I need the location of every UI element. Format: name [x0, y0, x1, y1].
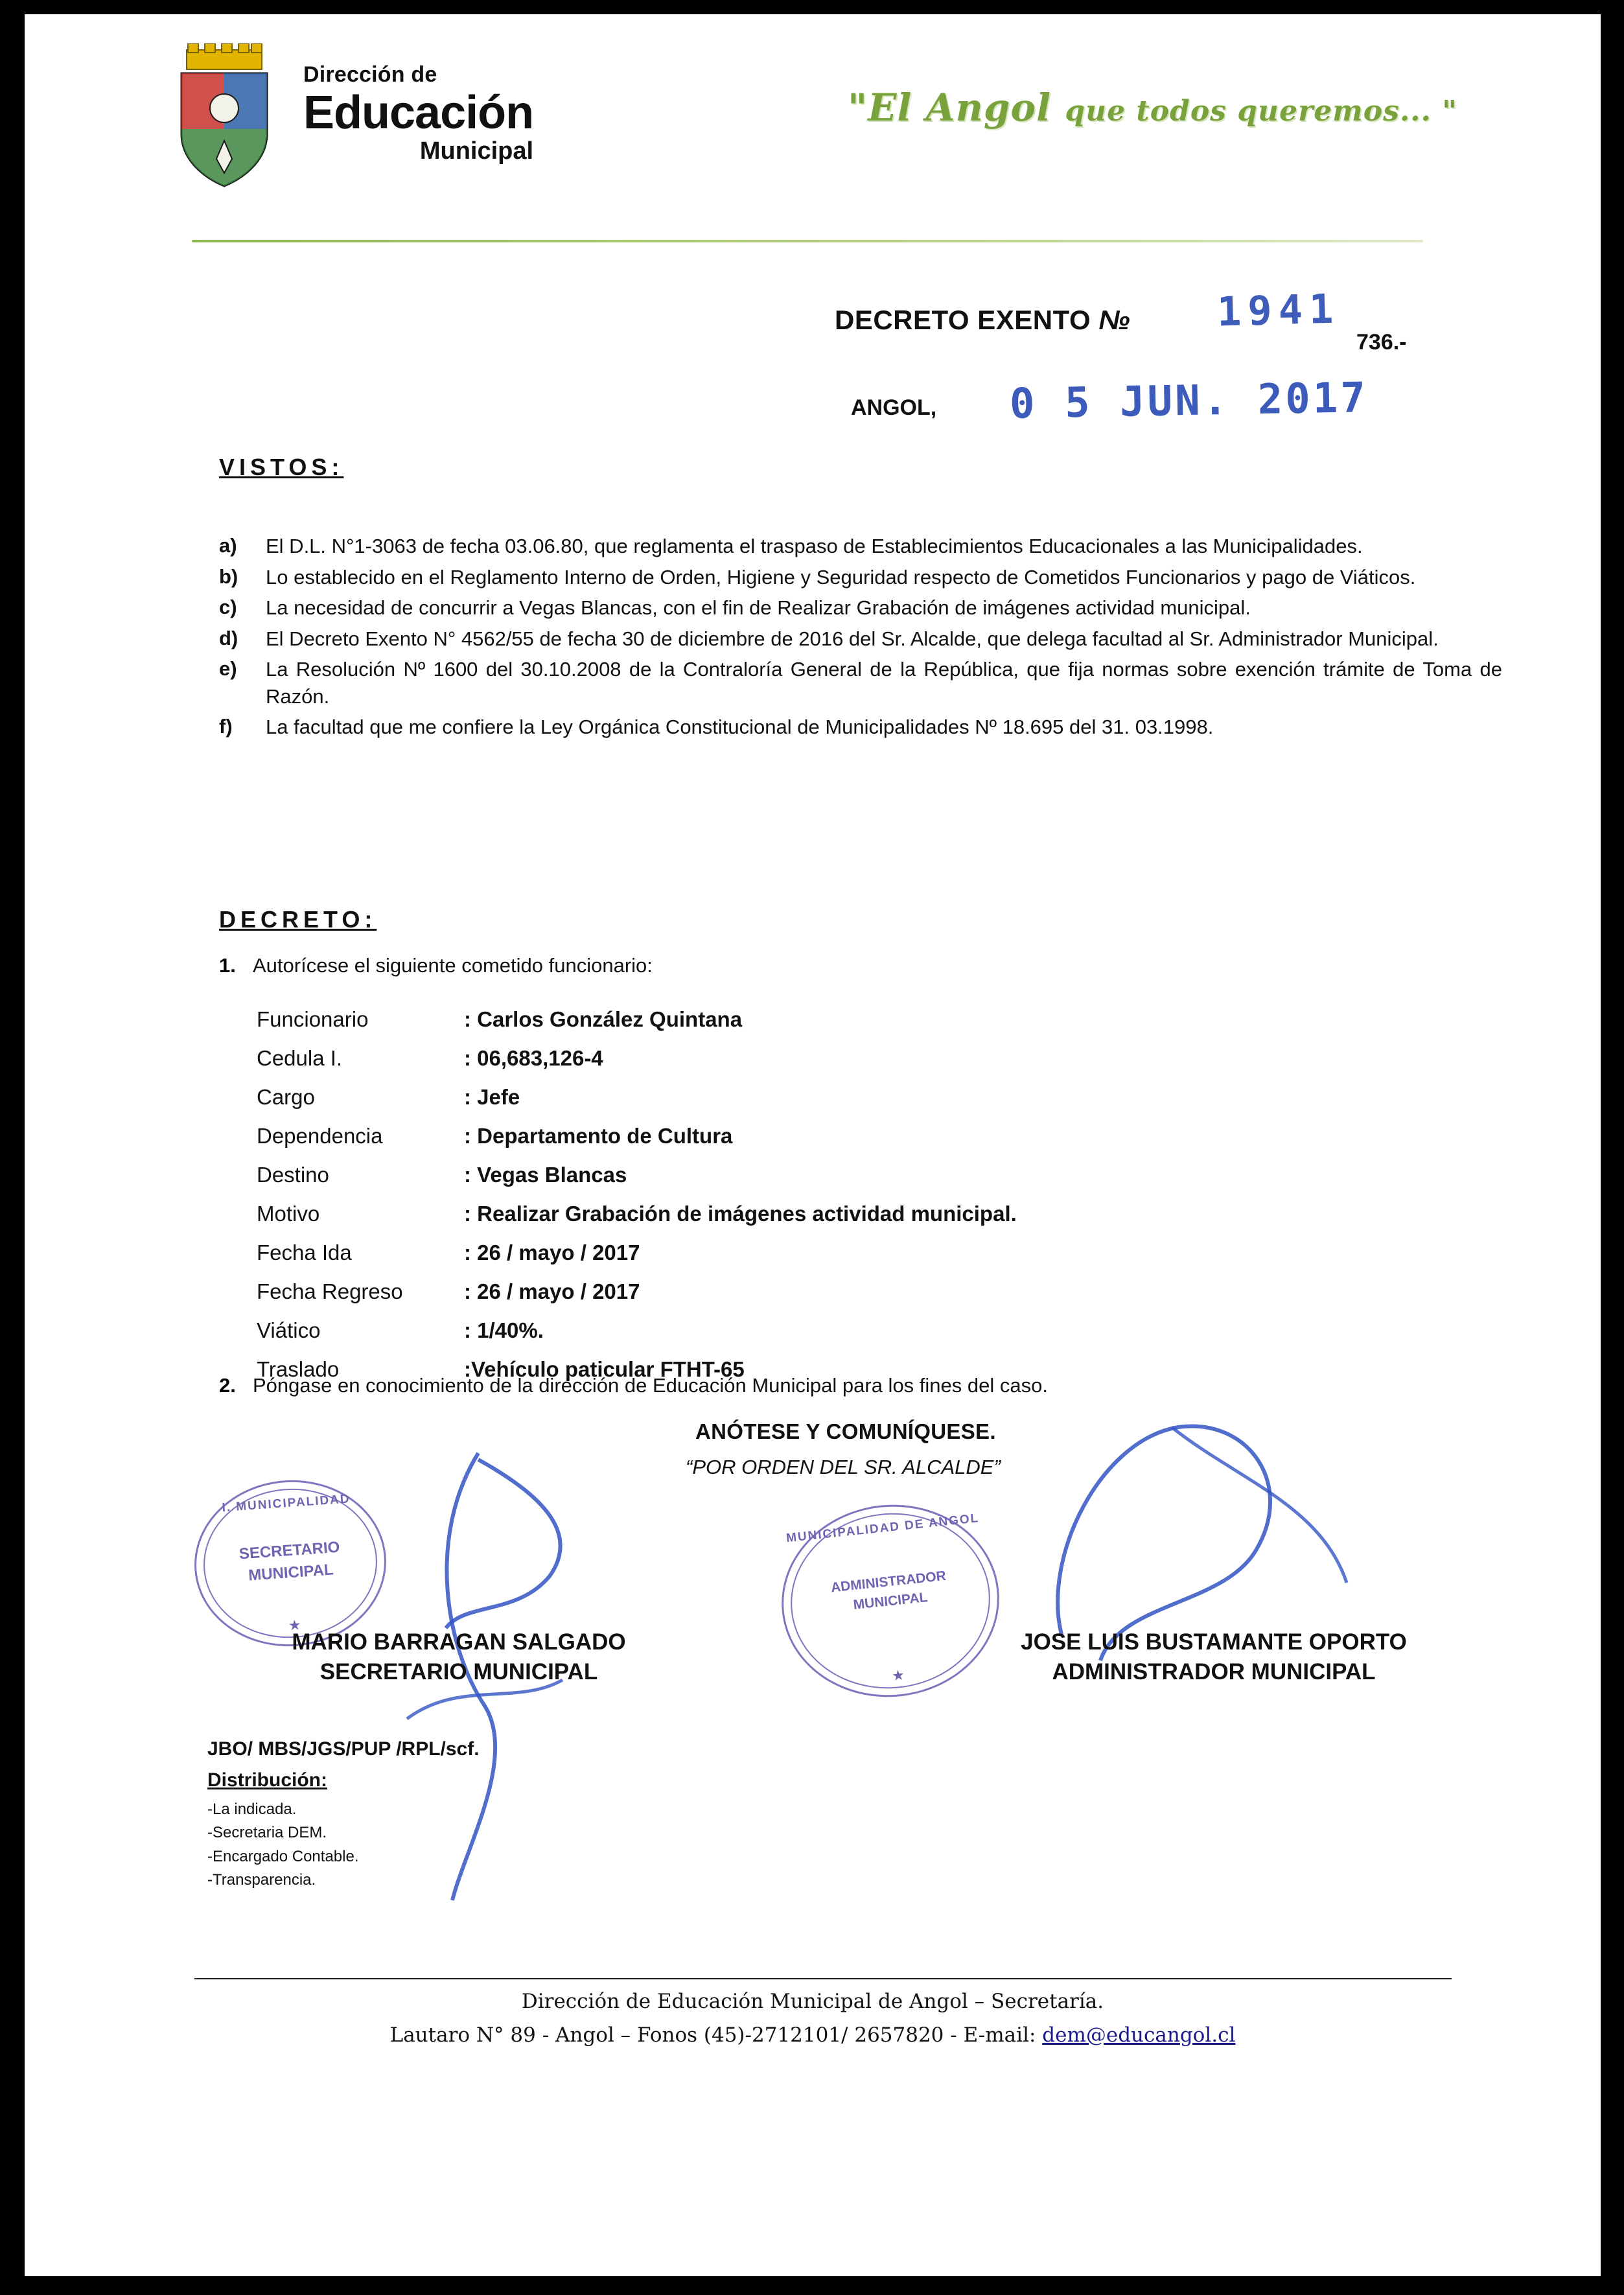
field-value: : Realizar Grabación de imágenes actividad municipal.	[464, 1202, 1017, 1226]
field-row	[257, 1007, 1358, 1046]
vistos-title-text: VISTOS:	[219, 454, 344, 480]
distribution-list	[207, 1798, 358, 1893]
vistos-item	[219, 594, 1502, 622]
vistos-item-marker: e)	[219, 657, 237, 681]
decreto-item-1-text: Autorícese el siguiente cometido funcionario:	[253, 954, 653, 977]
signature-name: MARIO BARRAGAN SALGADO	[292, 1629, 626, 1655]
field-value: :Vehículo paticular FTHT-65	[464, 1357, 745, 1381]
coat-of-arms-icon	[172, 43, 276, 192]
slogan	[848, 86, 1496, 130]
field-value: : 26 / mayo / 2017	[464, 1241, 640, 1264]
distribution-item: -La indicada.	[207, 1800, 297, 1818]
seal-mid-text-1: ADMINISTRADOR	[829, 1568, 947, 1596]
slogan-rest: que todos queremos... "	[1065, 95, 1458, 128]
distribution-item: -Secretaria DEM.	[207, 1824, 327, 1842]
field-row	[257, 1046, 1358, 1085]
field-value: : Vegas Blancas	[464, 1163, 627, 1187]
vistos-item	[219, 714, 1502, 741]
vistos-list	[219, 533, 1502, 745]
signature-block-administrador	[958, 1629, 1470, 1685]
field-label: Viático	[257, 1318, 321, 1342]
signature-block-secretario	[213, 1629, 705, 1685]
distribution-item: -Encargado Contable.	[207, 1847, 359, 1865]
secretario-seal	[189, 1474, 391, 1653]
decreto-item-2	[219, 1374, 1515, 1397]
field-value: : Jefe	[464, 1085, 520, 1109]
por-orden-line: “POR ORDEN DEL SR. ALCALDE”	[686, 1456, 1001, 1478]
vistos-item-marker: f)	[219, 715, 233, 738]
angol-label: ANGOL,	[851, 395, 937, 420]
date-stamp: 0 5 JUN. 2017	[1009, 374, 1369, 428]
seal-top-text: MUNICIPALIDAD DE ANGOL	[785, 1511, 980, 1546]
field-row	[257, 1124, 1358, 1163]
seal-mid-text-2: MUNICIPAL	[248, 1561, 334, 1585]
brand-line-2: Educación	[303, 87, 534, 139]
footer-address: Lautaro N° 89 - Angol – Fonos (45)-2712101/ 2657820 - E-mail:	[389, 2023, 1043, 2047]
cometido-fields	[257, 1007, 1358, 1396]
field-value: : Carlos González Quintana	[464, 1007, 743, 1031]
vistos-item-text: Lo establecido en el Reglamento Interno de Orden, Higiene y Seguridad respecto de Cometidos Funcionarios y pago de Viáticos.	[266, 565, 1416, 588]
field-row	[257, 1279, 1358, 1318]
brand-block	[303, 64, 533, 163]
field-label: Cargo	[257, 1085, 315, 1109]
vistos-item-marker: b)	[219, 565, 238, 588]
signature-role: SECRETARIO MUNICIPAL	[319, 1659, 598, 1684]
header-divider	[192, 240, 1423, 242]
field-label: Fecha Regreso	[257, 1279, 403, 1303]
decreto-label: DECRETO EXENTO	[835, 305, 1091, 335]
numero-symbol: №	[1098, 305, 1131, 335]
footer-line-1: Dirección de Educación Municipal de Angol – Secretaría.	[521, 1990, 1104, 2013]
decreto-item-2-text: Póngase en conocimiento de la dirección de Educación Municipal para los fines del caso.	[253, 1374, 1048, 1397]
field-row	[257, 1318, 1358, 1357]
field-label: Traslado	[257, 1357, 340, 1381]
initials-line: JBO/ MBS/JGS/PUP /RPL/scf.	[207, 1738, 480, 1760]
seal-mid-text-1: SECRETARIO	[238, 1538, 341, 1563]
footer-email-link[interactable]: dem@educangol.cl	[1042, 2023, 1236, 2047]
slogan-main: El Angol	[868, 86, 1052, 130]
vistos-item-marker: c)	[219, 596, 237, 619]
document-sheet	[25, 14, 1601, 2276]
vistos-item-text: El Decreto Exento N° 4562/55 de fecha 30 de diciembre de 2016 del Sr. Alcalde, que delega facultad al Sr. Administrador Municipal.	[266, 627, 1439, 650]
decreto-subnumber: 736.-	[1356, 330, 1407, 355]
vistos-title	[219, 454, 343, 481]
vistos-item-text: La necesidad de concurrir a Vegas Blancas, con el fin de Realizar Grabación de imágenes actividad municipal.	[266, 596, 1251, 620]
field-label: Motivo	[257, 1202, 320, 1226]
field-value: : 1/40%.	[464, 1318, 544, 1342]
field-value: : 06,683,126-4	[464, 1046, 603, 1070]
brand-line-3: Municipal	[419, 137, 534, 165]
vistos-item-text: La facultad que me confiere la Ley Orgánica Constitucional de Municipalidades Nº 18.695 del 31. 03.1998.	[266, 716, 1214, 739]
field-row	[257, 1163, 1358, 1202]
field-value: : Departamento de Cultura	[464, 1124, 733, 1148]
field-row	[257, 1241, 1358, 1279]
distribution-title: Distribución:	[207, 1769, 327, 1791]
vistos-item-text: La Resolución Nº 1600 del 30.10.2008 de la Contraloría General de la República, que fija normas sobre exención trámite de Toma de Razón.	[266, 658, 1502, 708]
decreto-item-2-marker: 2.	[219, 1374, 236, 1397]
seal-star-icon: ★	[287, 1616, 302, 1634]
field-value: : 26 / mayo / 2017	[464, 1279, 640, 1303]
vistos-item	[219, 656, 1502, 710]
field-label: Destino	[257, 1163, 329, 1187]
seal-mid-text-2: MUNICIPAL	[852, 1590, 929, 1613]
footer-divider	[194, 1978, 1452, 1979]
decreto-title-line	[835, 305, 1130, 336]
slogan-quote-open: "	[848, 86, 868, 130]
footer-line-2	[25, 2023, 1601, 2047]
brand-line-1: Dirección de	[303, 62, 437, 87]
field-label: Cedula I.	[257, 1046, 343, 1070]
decreto-section-title	[219, 906, 377, 933]
seal-top-text: I. MUNICIPALIDAD	[221, 1492, 351, 1515]
vistos-item-marker: d)	[219, 626, 238, 649]
signature-role: ADMINISTRADOR MUNICIPAL	[1052, 1659, 1376, 1684]
decreto-section-title-text: DECRETO:	[219, 906, 377, 933]
vistos-item	[219, 533, 1502, 560]
vistos-item-marker: a)	[219, 534, 237, 557]
decreto-number-stamp: 1941	[1216, 285, 1341, 336]
anotese-line: ANÓTESE Y COMUNÍQUESE.	[695, 1419, 996, 1443]
decreto-item-1-marker: 1.	[219, 954, 236, 977]
vistos-item-text: El D.L. N°1-3063 de fecha 03.06.80, que reglamenta el traspaso de Establecimientos Educacionales a las Municipalidades.	[266, 535, 1363, 557]
field-label: Dependencia	[257, 1124, 383, 1148]
field-label: Fecha Ida	[257, 1241, 352, 1264]
distribution-item: -Transparencia.	[207, 1871, 316, 1889]
vistos-item	[219, 564, 1502, 591]
seal-star-icon: ★	[890, 1666, 906, 1684]
field-row	[257, 1202, 1358, 1241]
field-row	[257, 1085, 1358, 1124]
signature-name: JOSE LUIS BUSTAMANTE OPORTO	[1021, 1629, 1407, 1655]
field-label: Funcionario	[257, 1007, 369, 1031]
decreto-item-1	[219, 954, 1515, 977]
document-header	[25, 14, 1601, 248]
vistos-item	[219, 625, 1502, 653]
